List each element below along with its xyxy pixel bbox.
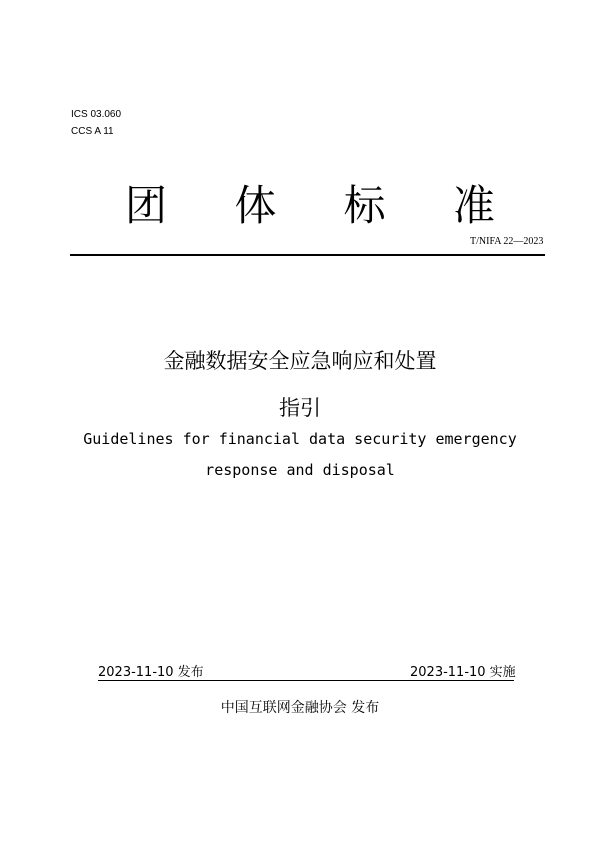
ccs-code: CCS A 11: [71, 126, 114, 137]
ics-code: ICS 03.060: [71, 109, 122, 120]
english-title-line-1: Guidelines for financial data security emergency: [83, 430, 517, 448]
header-divider: [70, 254, 545, 256]
publisher: 中国互联网金融协会 发布: [220, 700, 380, 716]
standard-number: T/NIFA 22—2023: [470, 236, 544, 247]
chinese-title-line-1: 金融数据安全应急响应和处置: [163, 349, 437, 373]
english-title-line-2: response and disposal: [205, 461, 395, 479]
heading-char-2: 体: [234, 181, 277, 230]
chinese-title-line-2: 指引: [279, 396, 321, 420]
standard-type-heading: [125, 176, 495, 236]
date-divider: [98, 680, 514, 681]
heading-char-1: 团: [125, 181, 168, 230]
heading-char-4: 准: [452, 181, 495, 230]
implementation-date: 2023-11-10 实施: [410, 665, 516, 680]
heading-char-3: 标: [343, 181, 386, 230]
issue-date: 2023-11-10 发布: [98, 665, 204, 680]
